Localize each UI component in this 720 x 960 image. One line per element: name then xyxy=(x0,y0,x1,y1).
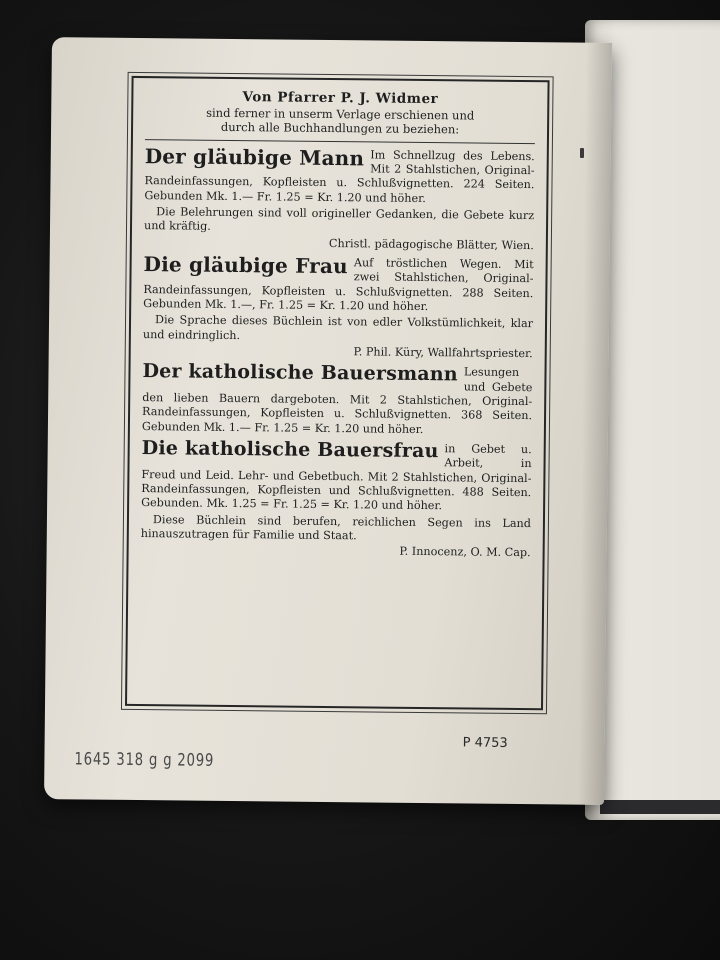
header-rule xyxy=(145,139,535,144)
author-line: Von Pfarrer P. J. Widmer xyxy=(242,89,439,108)
header-line-3: durch alle Buchhandlungen zu beziehen: xyxy=(220,120,460,137)
book-description: Auf tröstlichen Wegen. Mit zwei Stahlstichen, Original-Randeinfassungen, Kopfleisten u. Schlußvignetten. 288 Seiten. Gebunden Mk. 1.—, Fr. 1.25 = Kr. 1.20 und höher. xyxy=(143,256,534,313)
review-quote: Die Belehrungen sind voll origineller Gedanken, die Gebete kurz und kräftig. xyxy=(143,205,535,234)
book-title: Der gläubige Mann xyxy=(144,143,365,170)
review-quote: Diese Büchlein sind berufen, reichlichen Segen ins Land hinauszutragen für Familie und Staat. xyxy=(140,512,532,543)
publisher-header xyxy=(145,88,535,138)
book-title: Die gläubige Frau xyxy=(143,251,348,279)
advertisement-frame xyxy=(125,76,550,710)
book-title: Der katholische Bauersmann xyxy=(142,360,458,386)
review-signature: P. Phil. Küry, Wallfahrtspriester. xyxy=(353,345,533,361)
review-quote: Die Sprache dieses Büchlein ist von edler Volkstümlichkeit, klar und eindringlich. xyxy=(142,313,534,342)
book-description: in Gebet u. Arbeit, in Freud und Leid. Lehr- und Gebetbuch. Mit 2 Stahlstichen, Original-Randeinfassungen, Kopfleisten und Schlußvignetten. 488 Seiten. Gebunden. Mk. 1.25 = Fr. 1.25 = Kr. 1.20 und höher. xyxy=(141,442,532,513)
book-cover-edge xyxy=(600,800,720,814)
book-description: Im Schnellzug des Lebens. Mit 2 Stahlstichen, Original-Randeinfassungen, Kopfleisten u. Schlußvignetten. 224 Seiten. Gebunden Mk. 1.— Fr. 1.25 = Kr. 1.20 und höher. xyxy=(144,148,535,205)
book-entry xyxy=(140,436,532,561)
book-entry xyxy=(142,362,533,438)
left-book-page xyxy=(44,37,612,805)
book-description: Lesungen und Gebete den lieben Bauern dargeboten. Mit 2 Stahlstichen, Original-Randeinfassungen, Kopfleisten u. Schlußvignetten. 368 Seiten. Gebunden Mk. 1.— Fr. 1.25 = Kr. 1.20 und höher. xyxy=(141,365,533,436)
pencil-inscription: 1645 318 g g 2099 xyxy=(74,749,215,771)
header-line-2: sind ferner in unserm Verlage erschienen und xyxy=(206,105,475,123)
book-entry xyxy=(143,143,535,253)
review-signature: Christl. pädagogische Blätter, Wien. xyxy=(328,236,534,252)
binding-mark xyxy=(580,148,584,158)
book-title: Die katholische Bauersfrau xyxy=(141,436,439,463)
print-code: P 4753 xyxy=(462,735,508,751)
review-signature: P. Innocenz, O. M. Cap. xyxy=(399,544,531,560)
book-entry xyxy=(142,251,534,361)
